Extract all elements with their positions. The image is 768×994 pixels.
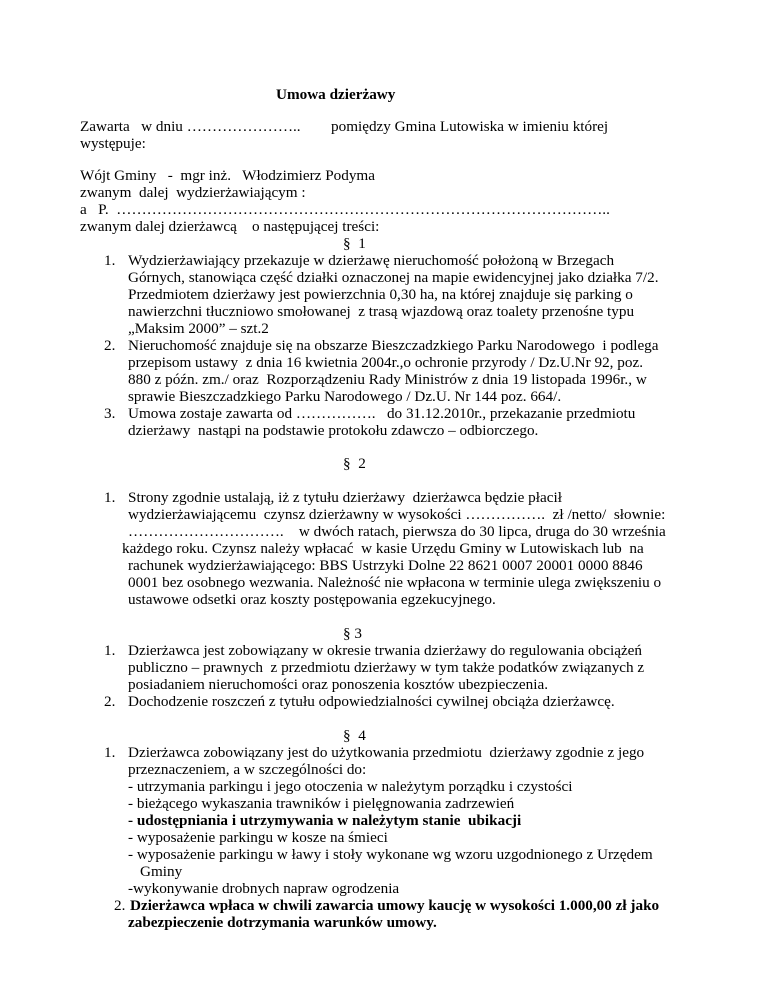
item-line: - utrzymania parkingu i jego otoczenia w należytym porządku i czystości bbox=[128, 778, 573, 795]
item-number: 2. bbox=[104, 337, 116, 354]
item-line: 0001 bez osobnego wezwania. Należność nie wpłacona w terminie ulega zwiększeniu o bbox=[128, 574, 662, 591]
item-number: 1. bbox=[104, 642, 116, 659]
item-line-bold: zabezpieczenie dotrzymania warunków umowy. bbox=[128, 914, 437, 931]
item-number: 1. bbox=[104, 252, 116, 269]
item-line: publiczno – prawnych z przedmiotu dzierżawy w tym także podatków związanych z bbox=[128, 659, 645, 676]
party-line: zwanym dalej wydzierżawiającym : bbox=[80, 184, 306, 201]
party-line: zwanym dalej dzierżawcą o następującej treści: bbox=[80, 218, 380, 235]
item-line: - wyposażenie parkingu w ławy i stoły wykonane wg wzoru uzgodnionego z Urzędem bbox=[128, 846, 653, 863]
section-heading: § 2 bbox=[343, 455, 366, 472]
item-line: wydzierżawiającemu czynsz dzierżawny w wysokości ……………. zł /netto/ słownie: bbox=[128, 506, 666, 523]
item-line: Wydzierżawiający przekazuje w dzierżawę nieruchomość położoną w Brzegach bbox=[128, 252, 615, 269]
item-line-bold: - udostępniania i utrzymywania w należytym stanie ubikacji bbox=[128, 812, 522, 829]
item-line: Górnych, stanowiąca część działki oznaczonej na mapie ewidencyjnej jako działka 7/2. bbox=[128, 269, 659, 286]
item-line: każdego roku. Czynsz należy wpłacać w kasie Urzędu Gminy w Lutowiskach lub na bbox=[122, 540, 644, 557]
section-heading: § 4 bbox=[343, 727, 366, 744]
item-number: 3. bbox=[104, 405, 116, 422]
item-line: przeznaczeniem, a w szczególności do: bbox=[128, 761, 367, 778]
item-line: „Maksim 2000” – szt.2 bbox=[128, 320, 269, 337]
item-line: rachunek wydzierżawiającego: BBS Ustrzyki Dolne 22 8621 0007 20001 0000 8846 bbox=[128, 557, 643, 574]
party-line: Wójt Gminy - mgr inż. Włodzimierz Podyma bbox=[80, 167, 375, 184]
item-number: 1. bbox=[104, 744, 116, 761]
item-line: Dochodzenie roszczeń z tytułu odpowiedzialności cywilnej obciąża dzierżawcę. bbox=[128, 693, 615, 710]
header-date-cont: występuje: bbox=[80, 135, 146, 152]
item-line: -wykonywanie drobnych napraw ogrodzenia bbox=[128, 880, 400, 897]
item-line-bold: Dzierżawca wpłaca w chwili zawarcia umowy kaucję w wysokości 1.000,00 zł jako bbox=[130, 897, 660, 914]
section-heading: § 1 bbox=[343, 235, 366, 252]
item-number: 2. bbox=[104, 693, 116, 710]
item-line: Gminy bbox=[140, 863, 183, 880]
item-line: dzierżawy nastąpi na podstawie protokołu zdawczo – odbiorczego. bbox=[128, 422, 539, 439]
item-line: sprawie Bieszczadzkiego Parku Narodowego / Dz.U. Nr 144 poz. 664/. bbox=[128, 388, 562, 405]
item-line: Dzierżawca zobowiązany jest do użytkowania przedmiotu dzierżawy zgodnie z jego bbox=[128, 744, 645, 761]
item-line: 880 z późn. zm./ oraz Rozporządzeniu Rady Ministrów z dnia 19 listopada 1996r., w bbox=[128, 371, 647, 388]
party-line: a P. …………………………………………………………………………………….. bbox=[80, 201, 610, 218]
item-line: Umowa zostaje zawarta od ……………. do 31.12.2010r., przekazanie przedmiotu bbox=[128, 405, 636, 422]
header-date-left: Zawarta w dniu ………………….. bbox=[80, 118, 301, 135]
item-number: 1. bbox=[104, 489, 116, 506]
item-line: Nieruchomość znajduje się na obszarze Bieszczadzkiego Parku Narodowego i podlega bbox=[128, 337, 659, 354]
item-line: - wyposażenie parkingu w kosze na śmieci bbox=[128, 829, 388, 846]
item-line: Strony zgodnie ustalają, iż z tytułu dzierżawy dzierżawca będzie płacił bbox=[128, 489, 562, 506]
section-heading: § 3 bbox=[343, 625, 362, 642]
header-date-right: pomiędzy Gmina Lutowiska w imieniu której bbox=[331, 118, 609, 135]
item-line: Dzierżawca jest zobowiązany w okresie trwania dzierżawy do regulowania obciążeń bbox=[128, 642, 643, 659]
item-line: …………………………. w dwóch ratach, pierwsza do 30 lipca, druga do 30 września bbox=[128, 523, 666, 540]
item-line: - bieżącego wykaszania trawników i pielęgnowania zadrzewień bbox=[128, 795, 515, 812]
item-line: przepisom ustawy z dnia 16 kwietnia 2004r.,o ochronie przyrody / Dz.U.Nr 92, poz. bbox=[128, 354, 643, 371]
document-title: Umowa dzierżawy bbox=[276, 86, 396, 103]
item-line: ustawowe odsetki oraz koszty postępowania egzekucyjnego. bbox=[128, 591, 496, 608]
item-line: nawierzchni tłuczniowo smołowanej z trasą wjazdową oraz toalety przenośne typu bbox=[128, 303, 635, 320]
item-line: posiadaniem nieruchomości oraz ponoszenia kosztów ubezpieczenia. bbox=[128, 676, 549, 693]
item-number: 2. bbox=[114, 897, 126, 914]
item-line: Przedmiotem dzierżawy jest powierzchnia 0,30 ha, na której znajduje się parking o bbox=[128, 286, 633, 303]
